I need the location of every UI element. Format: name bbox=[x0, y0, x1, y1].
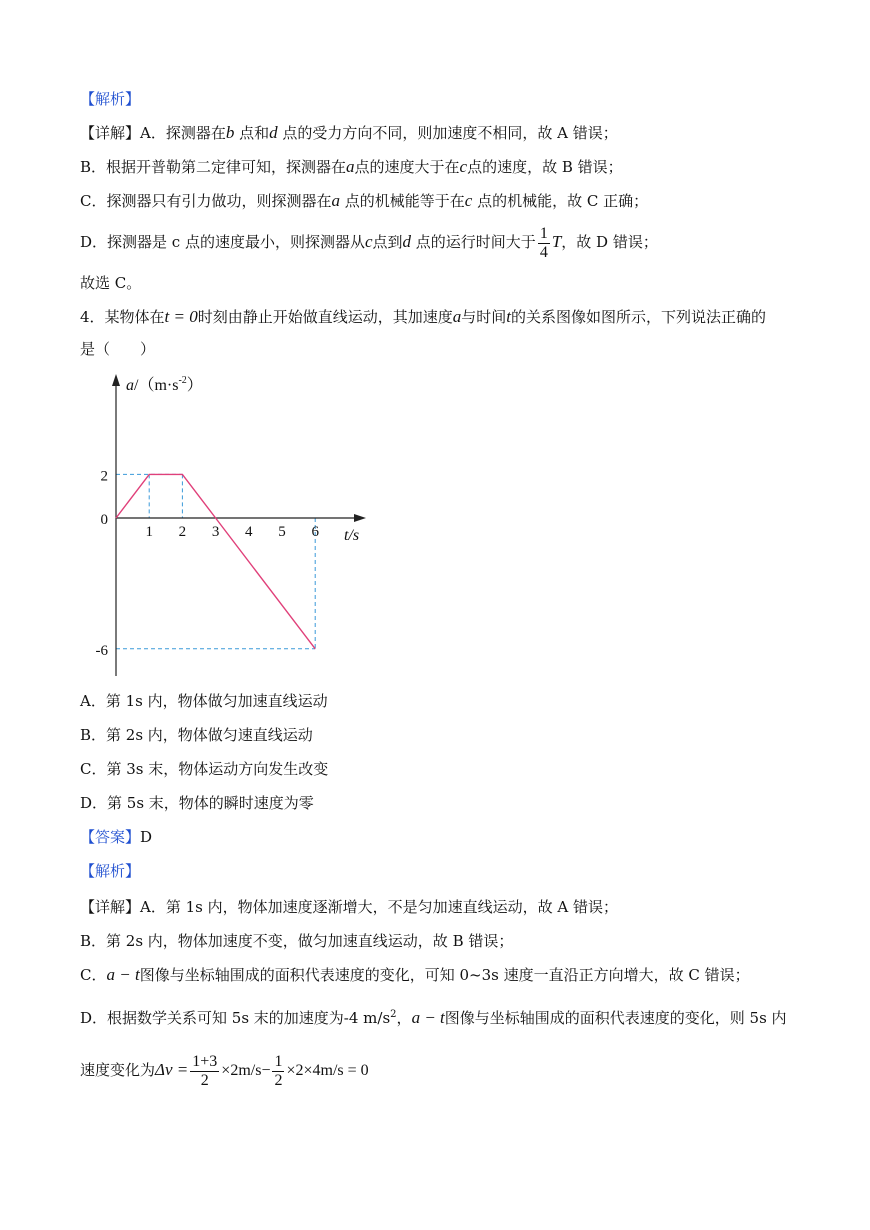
answer-detail-c: C．a − t图像与坐标轴围成的面积代表速度的变化，可知 0~3s 速度一直沿正方向增大，故 C 错误； bbox=[80, 965, 750, 984]
fraction-sum: $\frac{1+3}{2}$ bbox=[192, 1052, 218, 1089]
fraction-half: $\frac{1}{2}$ bbox=[274, 1052, 283, 1089]
answer-value: D bbox=[140, 828, 153, 846]
detail-label-1: 【详解】 bbox=[80, 124, 141, 142]
detail-line-a: 【详解】A．探测器在b 点和d 点的受力方向不同，则加速度不相同，故 A 错误； bbox=[80, 123, 618, 142]
option-a: A．第 1s 内，物体做匀加速直线运动 bbox=[80, 692, 328, 710]
guide-lines bbox=[116, 474, 315, 648]
detail-label-2: 【详解】 bbox=[80, 898, 141, 916]
answer-detail-d: D．根据数学关系可知 5s 末的加速度为-4 $m/s^2$，a − t图像与坐标轴围成的面积代表速度的变化，则 5s 内 bbox=[80, 1008, 787, 1027]
answer-detail-e: 速度变化为Δv = $\frac{1+3}{2}$ ×2m/s− $\frac{1}{2}$ ×2×4m/s = 0 bbox=[80, 1052, 369, 1089]
x-tick-label: 1 bbox=[145, 524, 153, 540]
x-tick-label: 4 bbox=[245, 524, 253, 540]
series-line bbox=[116, 474, 315, 648]
y-axis-label: $a/(m\cdot s^{-2})$ bbox=[126, 375, 203, 394]
y-tick-label: 2 bbox=[100, 468, 108, 485]
x-axis-label: t/s bbox=[344, 527, 360, 544]
acceleration-line bbox=[116, 474, 315, 648]
option-b: B．第 2s 内，物体做匀速直线运动 bbox=[80, 726, 313, 744]
conclusion-1: 故选 C。 bbox=[80, 274, 142, 292]
answer-detail-b: B．第 2s 内，物体加速度不变，做匀加速直线运动，故 B 错误； bbox=[80, 932, 514, 950]
x-axis-arrow bbox=[354, 514, 366, 522]
jiexi-label-1: 【解析】 bbox=[80, 90, 141, 108]
answer-detail-a: 【详解】A．第 1s 内，物体加速度逐渐增大，不是匀加速直线运动，故 A 错误； bbox=[80, 898, 618, 916]
x-tick-label: 5 bbox=[278, 524, 286, 540]
answer-label: 【答案】 bbox=[80, 828, 141, 846]
option-c: C．第 3s 末，物体运动方向发生改变 bbox=[80, 760, 329, 778]
axis-labels bbox=[96, 375, 360, 659]
jiexi-label-2: 【解析】 bbox=[80, 862, 141, 880]
detail-line-d: D．探测器是 c 点的速度最小，则探测器从c点到d 点的运行时间大于 $\frac{1}{4}$ T，故 D 错误； bbox=[80, 224, 658, 261]
y-tick-label: 0 bbox=[100, 512, 108, 528]
x-tick-label: 2 bbox=[178, 524, 187, 540]
y-tick-label: -6 bbox=[95, 642, 108, 659]
x-tick-label: 3 bbox=[211, 524, 220, 540]
option-d: D．第 5s 末，物体的瞬时速度为零 bbox=[80, 794, 314, 812]
question-4-line-1: 4．某物体在t = 0时刻由静止开始做直线运动，其加速度a与时间t的关系图像如图所示，下列说法正确的 bbox=[80, 307, 767, 326]
detail-line-b: B．根据开普勒第二定律可知，探测器在a点的速度大于在c点的速度，故 B 错误； bbox=[80, 157, 623, 176]
fraction-one-quarter: $\frac{1}{4}$ bbox=[539, 224, 548, 261]
answer-line bbox=[80, 826, 152, 848]
x-tick-label: 6 bbox=[311, 524, 319, 540]
question-4-line-2: 是（ ） bbox=[80, 340, 156, 358]
y-axis-arrow bbox=[112, 374, 120, 386]
detail-line-c: C．探测器只有引力做功，则探测器在a 点的机械能等于在c 点的机械能，故 C 正确； bbox=[80, 191, 649, 210]
acceleration-time-chart bbox=[0, 360, 870, 690]
